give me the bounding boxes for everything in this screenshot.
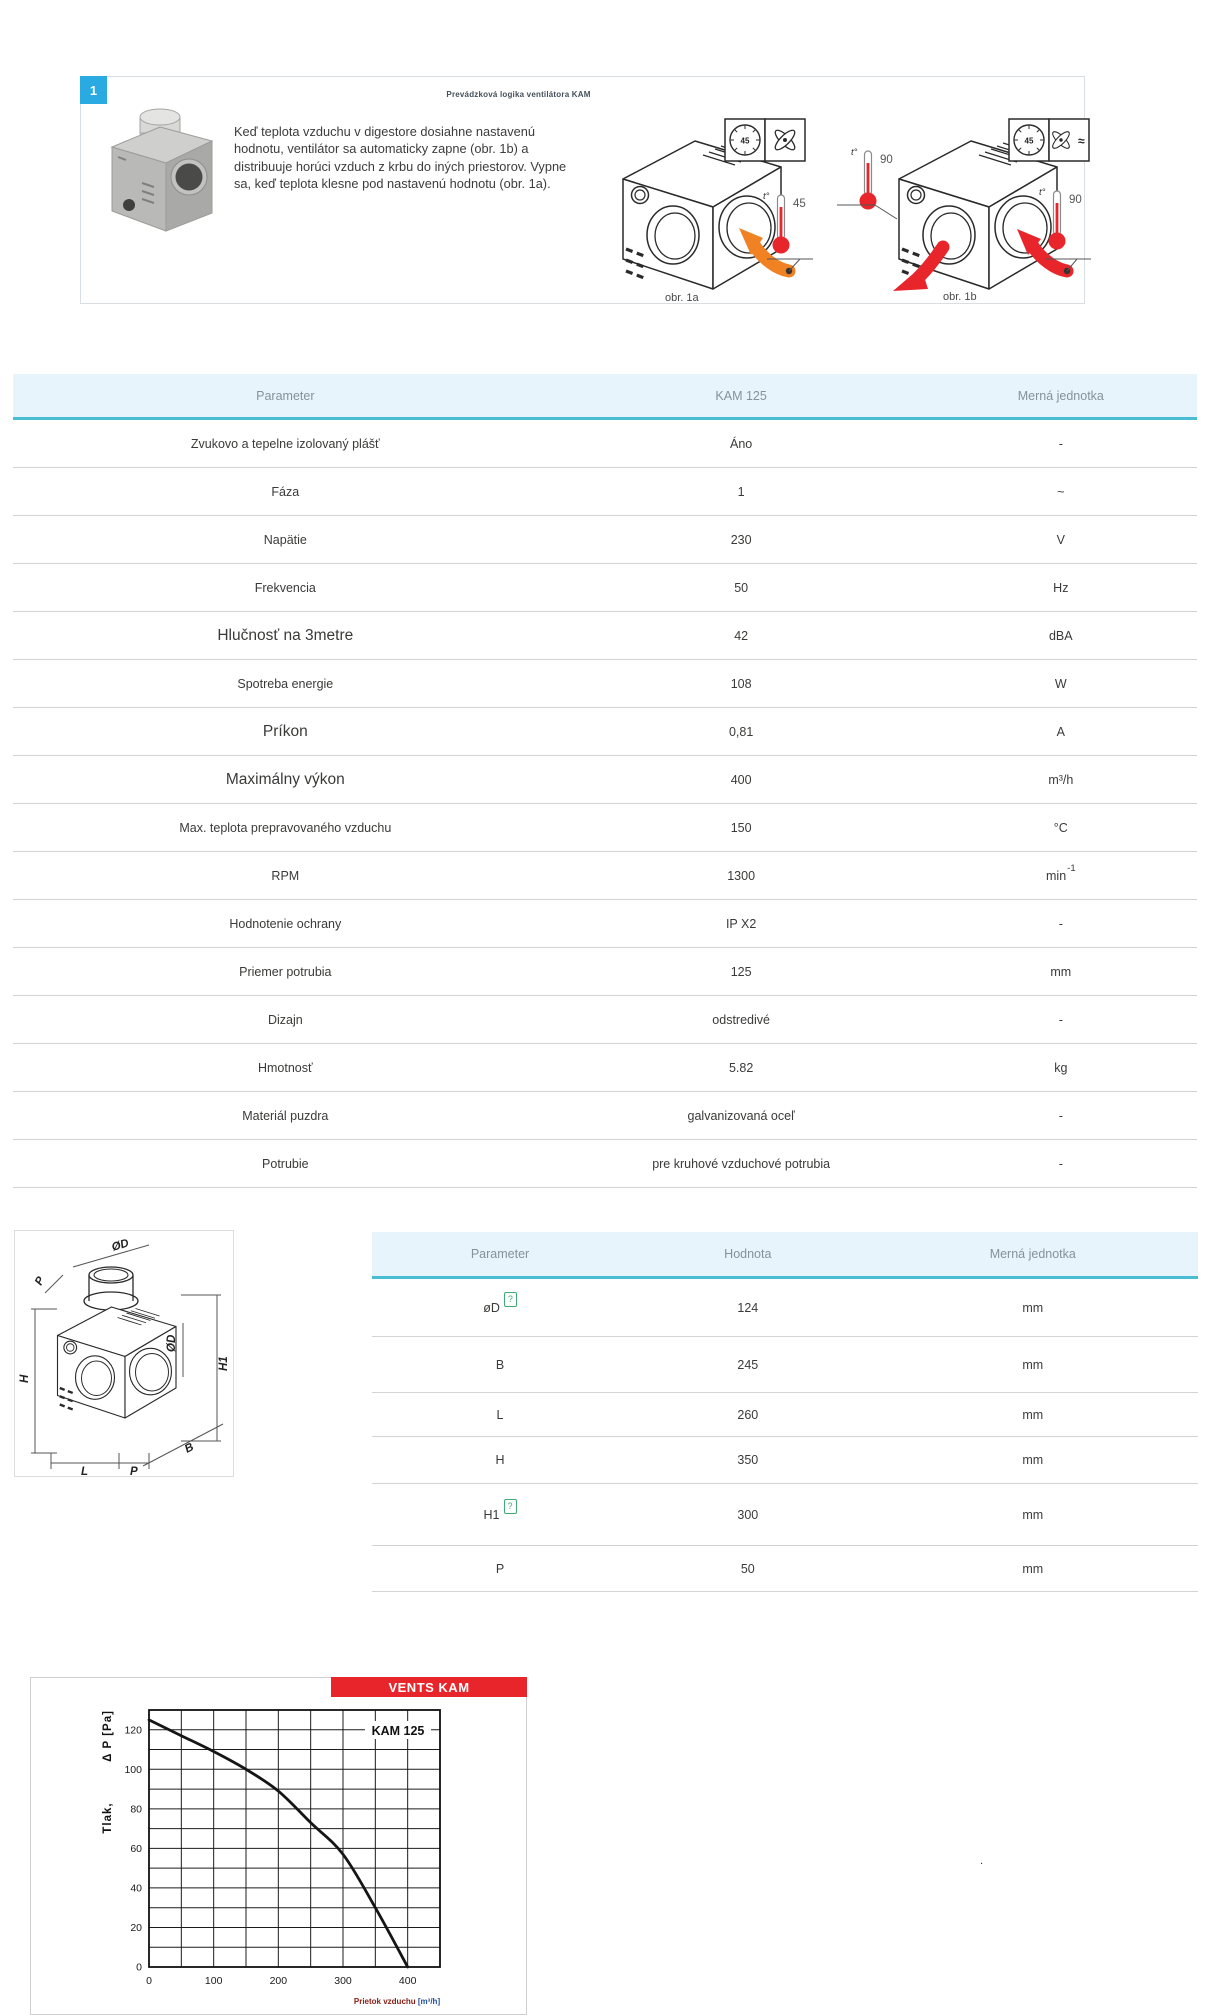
value-cell: 350: [737, 1453, 759, 1467]
unit-cell: W: [1054, 676, 1067, 691]
value-cell: 108: [730, 676, 752, 691]
section-number-badge: 1: [80, 76, 107, 104]
svg-text:300: 300: [334, 1975, 352, 1987]
value-cell: 245: [737, 1357, 759, 1372]
dim-table-body: [372, 1279, 1198, 1592]
param-cell: Dizajn: [267, 1012, 303, 1027]
thermo-right-symbol: t°: [1039, 187, 1046, 198]
unit-cell: ~: [1057, 484, 1065, 499]
param-cell: Hodnotenie ochrany: [229, 916, 342, 931]
svg-text:20: 20: [130, 1921, 142, 1934]
legend-fan-on: [1009, 119, 1089, 161]
unit-cell: min $^{-1}$: [1046, 863, 1076, 883]
value-cell: 124: [737, 1300, 759, 1315]
param-cell: Hmotnosť: [257, 1060, 313, 1075]
value-cell: 125: [730, 964, 752, 979]
svg-text:60: 60: [130, 1842, 142, 1855]
table-row: [13, 708, 1197, 756]
column-header-value: Hodnota: [724, 1247, 772, 1261]
value-cell: 150: [730, 820, 752, 835]
unit-cell: -: [1058, 1012, 1063, 1027]
unit-cell: dBA: [1048, 628, 1073, 643]
unit-cell: mm: [1022, 1561, 1044, 1576]
param-cell: Príkon: [262, 722, 308, 740]
dimension-drawing-panel: [14, 1230, 234, 1477]
value-cell: pre kruhové vzduchové potrubia: [652, 1156, 831, 1171]
table-row: [13, 468, 1197, 516]
spec-table-body: [13, 420, 1197, 1188]
value-cell: 50: [740, 1561, 755, 1576]
airflow-waves: ≈: [1078, 134, 1085, 148]
svg-text:120: 120: [124, 1724, 142, 1737]
dim-label-h1: H1: [218, 1356, 230, 1371]
param-cell: Fáza: [271, 484, 300, 499]
value-cell: 260: [737, 1407, 759, 1422]
table-row: [13, 948, 1197, 996]
param-cell: Frekvencia: [254, 580, 316, 595]
unit-cell: A: [1056, 724, 1065, 739]
unit-cell: m³/h: [1048, 772, 1074, 787]
svg-text:0: 0: [136, 1961, 142, 1974]
column-header-unit: Merná jednotka: [989, 1247, 1076, 1261]
table-row: [13, 756, 1197, 804]
unit-cell: mm: [1022, 1407, 1044, 1422]
table-row: [372, 1437, 1198, 1484]
chart-title-bar: VENTS KAM: [331, 1677, 527, 1697]
value-cell: galvanizovaná oceľ: [687, 1108, 795, 1123]
table-row: [372, 1279, 1198, 1337]
value-cell: 300: [737, 1507, 759, 1522]
svg-text:40: 40: [130, 1882, 142, 1895]
value-cell: 230: [730, 532, 752, 547]
dial-setpoint: 45: [740, 136, 750, 146]
unit-cell: mm: [1022, 1453, 1044, 1467]
svg-text:Prietok vzduchu [m³/h]: Prietok vzduchu [m³/h]: [353, 1997, 441, 2006]
unit-cell: -: [1058, 1156, 1063, 1171]
dim-label-od-top: ØD: [110, 1237, 131, 1254]
help-icon[interactable]: ?: [504, 1499, 517, 1514]
unit-cell: mm: [1050, 964, 1072, 979]
svg-text:200: 200: [269, 1975, 288, 1987]
fig-1b-diagram: [831, 93, 1091, 305]
param-cell: H: [495, 1453, 505, 1467]
unit-cell: mm: [1022, 1507, 1044, 1522]
table-row: [13, 804, 1197, 852]
stray-mark: .: [980, 1855, 984, 1867]
unit-cell: °C: [1053, 820, 1068, 835]
value-cell: 1300: [727, 868, 756, 883]
unit-cell: Hz: [1053, 580, 1069, 595]
svg-text:KAM 125: KAM 125: [371, 1724, 425, 1738]
dim-label-p-top: P: [33, 1275, 48, 1288]
unit-cell: mm: [1022, 1357, 1044, 1372]
value-cell: odstredivé: [712, 1012, 770, 1027]
spec-table: [13, 374, 1197, 1188]
table-row: [13, 612, 1197, 660]
dim-label-p-bottom: P: [130, 1466, 138, 1476]
value-cell: 5.82: [728, 1060, 754, 1075]
table-row: [13, 660, 1197, 708]
param-cell: RPM: [271, 868, 300, 883]
param-cell: Materiál puzdra: [242, 1108, 329, 1123]
dim-label-od-side: ØD: [166, 1334, 178, 1352]
svg-text:400: 400: [398, 1975, 417, 1987]
dimension-drawing: [15, 1231, 233, 1476]
param-cell: H1 ?: [372, 1484, 628, 1545]
param-cell: Napätie: [263, 532, 307, 547]
svg-text:Δ P [Pa]: Δ P [Pa]: [102, 1710, 114, 1762]
unit-cell: V: [1056, 532, 1065, 547]
value-cell: 42: [734, 628, 749, 643]
unit-cell: kg: [1054, 1060, 1068, 1075]
value-cell: 0,81: [728, 724, 754, 739]
value-cell: 1: [737, 484, 745, 499]
svg-text:100: 100: [124, 1763, 142, 1776]
table-row: [13, 852, 1197, 900]
table-row: [13, 516, 1197, 564]
svg-text:100: 100: [204, 1975, 223, 1987]
unit-cell: -: [1058, 1108, 1063, 1123]
unit-cell: -: [1058, 916, 1063, 931]
table-row: [372, 1393, 1198, 1437]
dim-label-h: H: [19, 1374, 31, 1383]
unit-cell: mm: [1022, 1300, 1044, 1315]
product-photo: [96, 105, 231, 240]
param-cell: Max. teplota prepravovaného vzduchu: [179, 820, 392, 835]
param-cell: Maximálny výkon: [225, 770, 345, 788]
thermo-value: 45: [793, 198, 806, 210]
value-cell: Áno: [730, 436, 753, 451]
thermometer-left-icon: [860, 151, 877, 210]
column-header-parameter: Parameter: [256, 388, 315, 403]
value-cell: 400: [730, 772, 752, 787]
fan-unit-drawing: [623, 141, 781, 289]
table-row: [13, 1092, 1197, 1140]
value-cell: IP X2: [725, 916, 757, 931]
section-title: Prevádzková logika ventilátora KAM: [446, 90, 591, 99]
dim-table-header: [372, 1232, 1198, 1279]
table-row: [13, 996, 1197, 1044]
table-row: [13, 1044, 1197, 1092]
performance-chart-panel: [30, 1677, 527, 2015]
table-row: [372, 1484, 1198, 1546]
dial-setpoint: 45: [1024, 136, 1034, 146]
table-row: [13, 1140, 1197, 1188]
column-header-parameter: Parameter: [470, 1247, 530, 1261]
unit-cell: -: [1058, 436, 1063, 451]
param-cell: Spotreba energie: [237, 676, 334, 691]
table-row: [372, 1337, 1198, 1393]
thermo-symbol: t°: [763, 191, 770, 202]
table-row: [13, 420, 1197, 468]
fig-1a-diagram: [557, 107, 813, 307]
param-cell: L: [496, 1407, 504, 1422]
table-row: [372, 1546, 1198, 1592]
param-cell: Hlučnosť na 3metre: [217, 626, 354, 644]
performance-chart: [31, 1678, 526, 2014]
param-cell: Zvukovo a tepelne izolovaný plášť: [190, 436, 380, 451]
param-cell: Priemer potrubia: [239, 964, 332, 979]
thermo-left-symbol: t°: [851, 147, 858, 158]
legend-fan-off: [725, 119, 805, 161]
fig-1b-label: obr. 1b: [943, 291, 977, 303]
param-cell: øD ?: [372, 1279, 628, 1336]
description-text: Keď teplota vzduchu v digestore dosiahne nastavenú hodnotu, ventilátor sa automaticky zapne (obr. 1b) a distribuuje horúci vzduch z krbu do iných priestorov. Vypne sa, keď teplota klesne pod nastavenú hodnotu (obr. 1a).: [234, 124, 567, 191]
fig-1a-label: obr. 1a: [665, 292, 699, 304]
dim-label-b: B: [182, 1441, 196, 1456]
table-row: [13, 900, 1197, 948]
help-icon[interactable]: ?: [504, 1292, 517, 1307]
table-row: [13, 564, 1197, 612]
column-header-model: KAM 125: [715, 388, 767, 403]
param-cell: B: [495, 1357, 505, 1372]
column-header-unit: Merná jednotka: [1017, 388, 1104, 403]
thermo-left-value: 90: [880, 154, 893, 166]
dim-label-l: L: [81, 1466, 89, 1476]
svg-text:80: 80: [130, 1803, 142, 1816]
spec-table-header: [13, 374, 1197, 420]
dimensions-table: [372, 1232, 1198, 1592]
param-cell: P: [495, 1561, 505, 1576]
thermo-right-value: 90: [1069, 194, 1082, 206]
svg-text:0: 0: [146, 1975, 152, 1987]
param-cell: Potrubie: [262, 1156, 309, 1171]
operation-logic-panel: [80, 76, 1085, 304]
value-cell: 50: [734, 580, 749, 595]
svg-text:Tlak,: Tlak,: [102, 1802, 114, 1834]
